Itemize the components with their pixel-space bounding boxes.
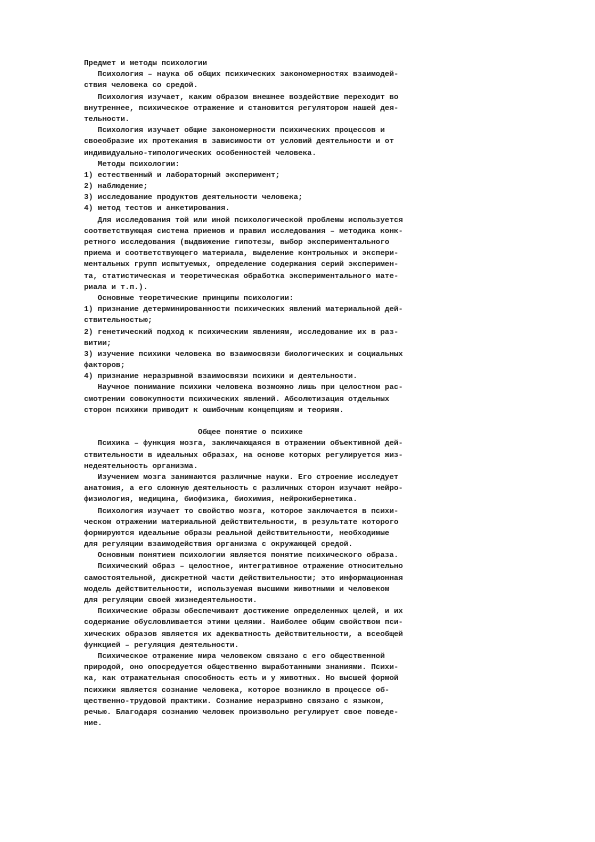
paragraph-line: индивидуально-типологических особенностей человека. xyxy=(84,149,317,158)
paragraph-line: Психология изучает то свойство мозга, которое заключается в психи- xyxy=(84,507,399,516)
paragraph-line: сторон психики приводит к ошибочным концепциям и теориям. xyxy=(84,406,344,415)
methods-heading: Методы психологии: xyxy=(84,160,180,169)
paragraph-line: Психика – функция мозга, заключающаяся в отражении объективной дей- xyxy=(84,440,403,449)
paragraph-line: самостоятельной, дискретной части действительности; это информационная xyxy=(84,574,403,583)
list-item: 2) генетический подход к психическим явлениям, исследование их в раз- xyxy=(84,328,399,337)
section-title: Общее понятие о психике xyxy=(84,429,303,438)
paragraph-line: внутреннее, психическое отражение и становится регулятором нашей дея- xyxy=(84,104,399,113)
principles-heading: Основные теоретические принципы психологии: xyxy=(84,294,294,303)
paragraph-line: тельности. xyxy=(84,115,130,124)
list-item: 4) признание неразрывной взаимосвязи психики и деятельности. xyxy=(84,373,358,382)
list-item: 3) исследование продуктов деятельности человека; xyxy=(84,194,303,203)
list-item: 1) естественный и лабораторный эксперимент; xyxy=(84,171,280,180)
section-spacer xyxy=(84,417,514,428)
paragraph-line: соответствующая система приемов и правил исследования – методика конк- xyxy=(84,227,403,236)
paragraph-line: ческом отражении материальной действительности, в результате которого xyxy=(84,518,399,527)
paragraph-line: недеятельность организма. xyxy=(84,462,198,471)
paragraph-line: Психический образ – целостное, интегративное отражение относительно xyxy=(84,563,403,572)
paragraph-line: ние. xyxy=(84,720,103,729)
list-item: 1) признание детерминированности психических явлений материальной дей- xyxy=(84,306,403,315)
paragraph-line: Психические образы обеспечивают достижение определенных целей, и их xyxy=(84,608,403,617)
paragraph-line: Изучением мозга занимаются различные науки. Его строение исследует xyxy=(84,473,399,482)
paragraph-line: для регуляции взаимодействия организма с окружающей средой. xyxy=(84,541,353,550)
paragraph-line: Психология изучает общие закономерности психических процессов и xyxy=(84,127,385,136)
paragraph-line: ствия человека со средой. xyxy=(84,82,198,91)
paragraph-line: Основным понятием психологии является понятие психического образа. xyxy=(84,552,399,561)
section-title: Предмет и методы психологии xyxy=(84,60,208,68)
paragraph-line: модель действительности, используемая высшими животными и человеком xyxy=(84,585,390,594)
paragraph-line: своеобразие их протекания в зависимости от условий деятельности и от xyxy=(84,138,394,147)
list-item: 2) наблюдение; xyxy=(84,183,148,192)
paragraph-line: Психическое отражение мира человеком связано с его общественной xyxy=(84,652,385,661)
paragraph-line: смотрении совокупности психических явлений. Абсолютизация отдельных xyxy=(84,395,390,404)
document-page xyxy=(84,59,514,730)
paragraph-line: ка, как отражательная способность есть и у животных. Но высшей формой xyxy=(84,675,399,684)
paragraph-line: щественно-трудовой практики. Сознание неразрывно связано с языком, xyxy=(84,697,385,706)
paragraph-line: ментальных групп испытуемых, определение содержания серий эксперимен- xyxy=(84,261,399,270)
paragraph-line: функцией – регуляция деятельности. xyxy=(84,641,239,650)
paragraph-line: содержание обусловливается этими целями. Наиболее общим свойством пси- xyxy=(84,619,403,628)
paragraph-line: речью. Благодаря сознанию человек произвольно регулирует свое поведе- xyxy=(84,708,399,717)
paragraph-line: та, статистическая и теоретическая обработка экспериментального мате- xyxy=(84,272,399,281)
paragraph-line: хических образов является их адекватность действительности, а всеобщей xyxy=(84,630,403,639)
paragraph-line: приема и соответствующего материала, выделение контрольных и экспери- xyxy=(84,250,399,259)
paragraph-line: для регуляции своей жизнедеятельности. xyxy=(84,597,258,605)
paragraph-line: Для исследования той или иной психологической проблемы используется xyxy=(84,216,403,225)
paragraph-line: психики является сознание человека, которое возникло в процессе об- xyxy=(84,686,390,695)
list-item: факторов; xyxy=(84,362,126,371)
list-item: ствительностью; xyxy=(84,317,153,326)
paragraph-line: риала и т.п.). xyxy=(84,283,148,292)
paragraph-line: ствительности в идеальных образах, на основе которых регулируется жиз- xyxy=(84,451,403,460)
paragraph-line: ретного исследования (выдвижение гипотезы, выбор экспериментального xyxy=(84,239,390,247)
list-item: 4) метод тестов и анкетирования. xyxy=(84,205,230,214)
list-item: 3) изучение психики человека во взаимосвязи биологических и социальных xyxy=(84,350,403,359)
paragraph-line: Психология изучает, каким образом внешнее воздействие переходит во xyxy=(84,93,399,102)
paragraph-line: Научное понимание психики человека возможно лишь при целостном рас- xyxy=(84,384,403,393)
paragraph-line: анатомия, а его сложную деятельность с различных сторон изучают нейро- xyxy=(84,485,403,494)
paragraph-line: Психология – наука об общих психических закономерностях взаимодей- xyxy=(84,71,399,80)
paragraph-line: природой, оно опосредуется общественно выработанными знаниями. Психи- xyxy=(84,664,399,673)
list-item: витии; xyxy=(84,339,112,348)
paragraph-line: физиология, медицина, биофизика, биохимия, нейрокибернетика. xyxy=(84,496,358,505)
paragraph-line: формируются идеальные образы реальной действительности, необходимые xyxy=(84,529,390,538)
